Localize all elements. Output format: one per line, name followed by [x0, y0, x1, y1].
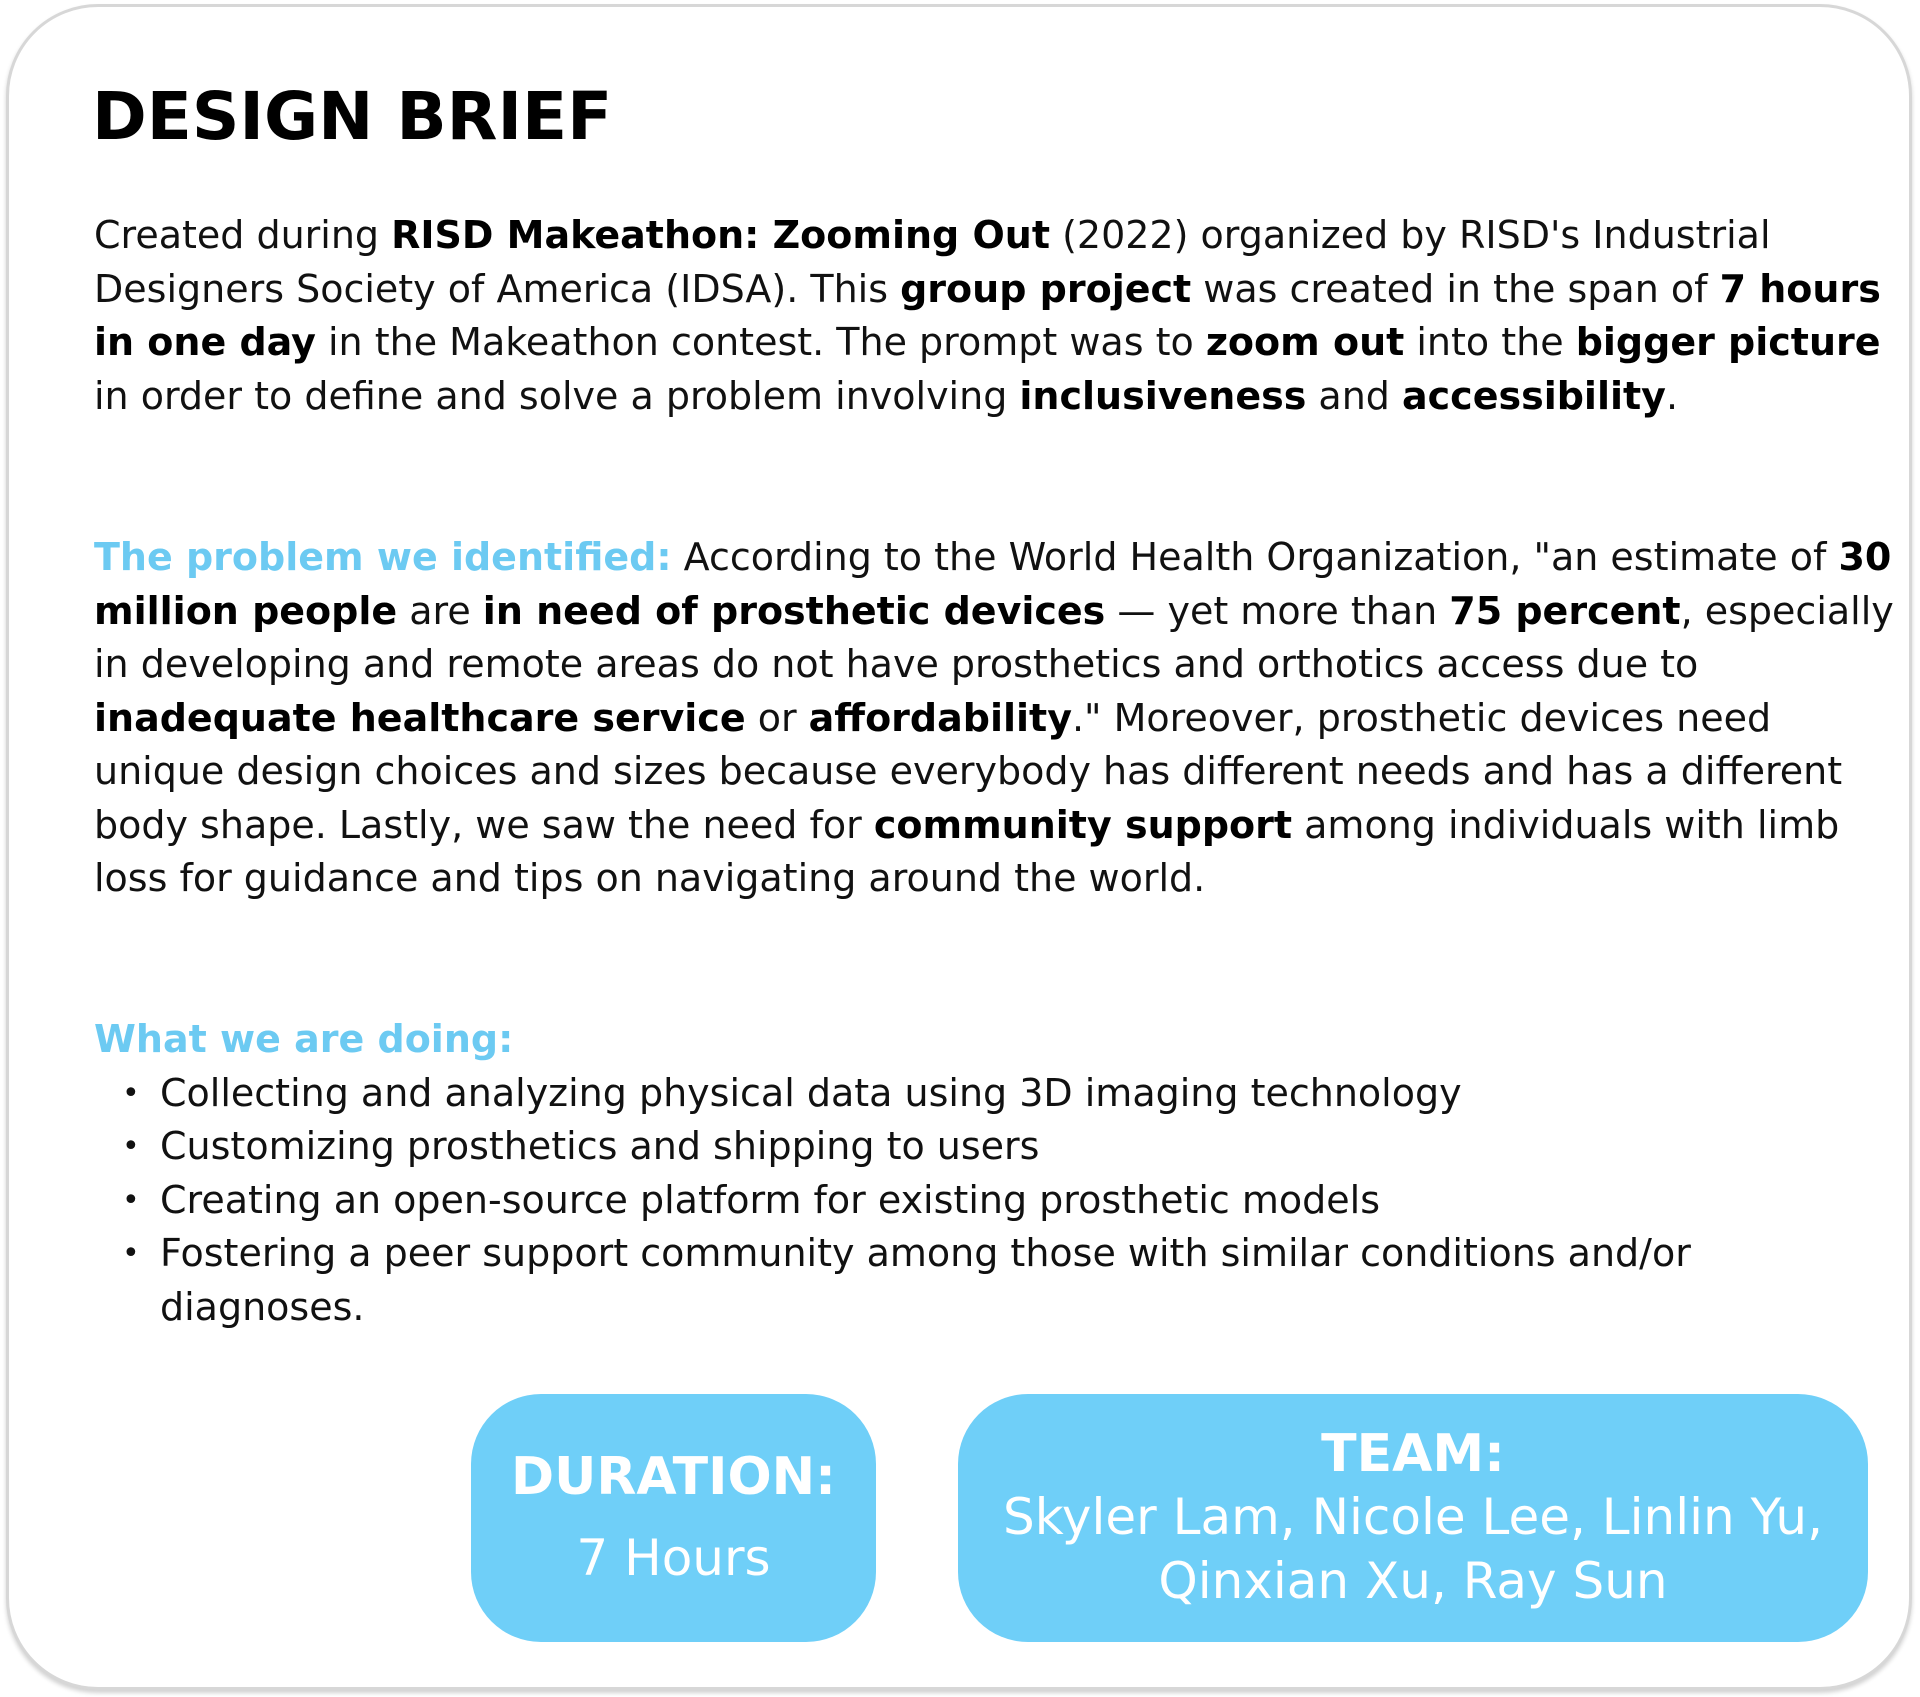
- problem-heading: The problem we identified:: [94, 535, 672, 579]
- intro-text: Created during: [94, 213, 392, 257]
- problem-emphasis: inadequate healthcare service: [94, 695, 746, 740]
- design-brief-card: [6, 4, 1912, 1690]
- problem-emphasis: 75 percent: [1449, 588, 1681, 633]
- bullet-icon: •: [122, 1129, 140, 1164]
- page-title: DESIGN BRIEF: [92, 78, 613, 155]
- list-item-text: Customizing prosthetics and shipping to users: [160, 1124, 1040, 1168]
- list-item-text: Creating an open-source platform for existing prosthetic models: [160, 1177, 1381, 1222]
- doing-heading: What we are doing:: [94, 1017, 514, 1061]
- intro-emphasis: group project: [900, 266, 1192, 311]
- problem-text: ." Moreover, prosthetic devices need unique design choices and sizes because everybody has different needs and has a different body shape. Lastly, we saw the need for: [94, 695, 1843, 847]
- bullet-icon: •: [122, 1182, 140, 1218]
- problem-emphasis: affordability: [808, 695, 1072, 740]
- list-item: [94, 1067, 1900, 1121]
- duration-label: DURATION:: [511, 1447, 836, 1507]
- intro-text: into the: [1404, 320, 1576, 364]
- problem-paragraph: [94, 531, 1894, 906]
- team-label: TEAM:: [1321, 1424, 1505, 1484]
- problem-text: According to the World Health Organization, "an estimate of: [671, 535, 1839, 579]
- duration-badge: [471, 1394, 876, 1642]
- problem-emphasis: community support: [873, 802, 1293, 847]
- problem-text: or: [745, 695, 809, 740]
- intro-text: .: [1665, 373, 1679, 418]
- bullet-icon: •: [122, 1236, 140, 1271]
- list-item: [94, 1174, 1900, 1228]
- intro-emphasis: inclusiveness: [1019, 373, 1307, 418]
- list-item-text: Fostering a peer support community among those with similar conditions and/or diagnoses.: [160, 1231, 1691, 1329]
- list-item: [94, 1120, 1900, 1174]
- duration-value: 7 Hours: [576, 1529, 771, 1587]
- team-members: Skyler Lam, Nicole Lee, Linlin Yu, Qinxian Xu, Ray Sun: [1003, 1488, 1823, 1610]
- intro-text: (2022) organized by RISD's Industrial Designers Society of America (IDSA). This: [94, 213, 1771, 311]
- doing-list: [94, 1067, 1894, 1335]
- intro-text: and: [1306, 373, 1402, 418]
- problem-text: , especially in developing and remote areas do not have prosthetics and orthotics access due to: [94, 588, 1894, 686]
- list-item: [94, 1227, 1900, 1334]
- intro-emphasis: RISD Makeathon: Zooming Out: [391, 213, 1050, 257]
- intro-emphasis: bigger picture: [1575, 320, 1881, 364]
- intro-paragraph: [94, 209, 1894, 423]
- problem-text: — yet more than: [1105, 588, 1450, 633]
- intro-text: was created in the span of: [1191, 266, 1720, 311]
- problem-emphasis: in need of prosthetic devices: [482, 588, 1106, 633]
- problem-text: among individuals with limb loss for guidance and tips on navigating around the world.: [94, 802, 1840, 900]
- intro-text: in the Makeathon contest. The prompt was to: [315, 320, 1206, 364]
- bullet-icon: •: [122, 1075, 140, 1111]
- intro-emphasis: 7 hours in one day: [94, 266, 1881, 364]
- doing-section: [94, 1013, 1894, 1334]
- problem-emphasis: 30 million people: [94, 535, 1892, 633]
- list-item-text: Collecting and analyzing physical data using 3D imaging technology: [160, 1070, 1462, 1115]
- problem-text: are: [397, 588, 483, 633]
- intro-text: in order to define and solve a problem involving: [94, 373, 1020, 418]
- intro-emphasis: accessibility: [1402, 373, 1666, 418]
- team-badge: [958, 1394, 1868, 1642]
- intro-emphasis: zoom out: [1205, 320, 1405, 364]
